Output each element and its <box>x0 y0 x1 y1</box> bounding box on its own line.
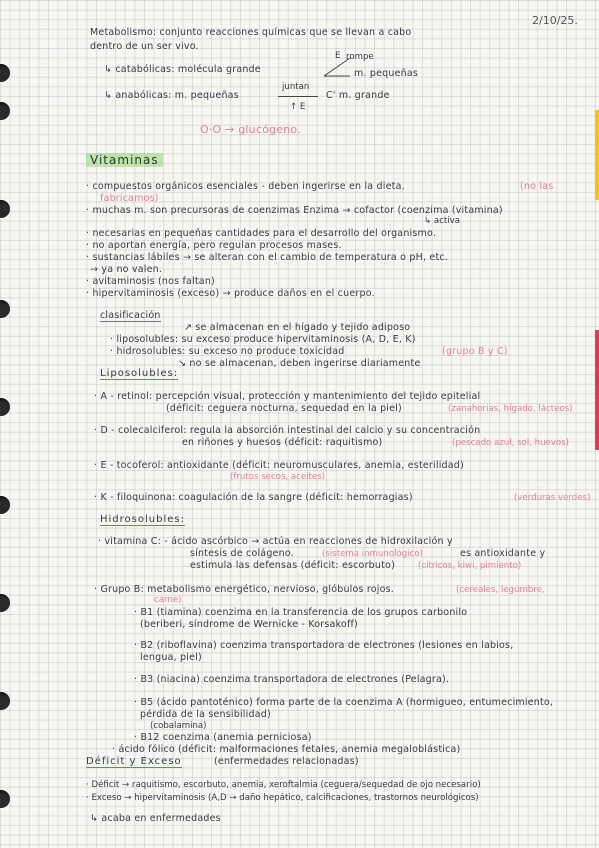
anabolicas-energy: ↑ E <box>290 102 306 112</box>
page-tab-yellow <box>595 110 599 200</box>
deficit-line: · Déficit → raquitismo, escorbuto, anemia, xeroftalmia (ceguera/sequedad de ojo necesario) <box>86 780 481 790</box>
vitamin-c-line1: · vitamina C: - ácido ascórbico → actúa en reacciones de hidroxilación y <box>98 536 453 547</box>
grupo-b-line: · Grupo B: metabolismo energético, nervioso, glóbulos rojos. <box>94 584 395 595</box>
vitamin-c-line2-end: es antioxidante y <box>460 548 546 559</box>
vitamin-c-note: (sistema inmunológico) <box>322 549 423 559</box>
glucogeno-example: O·O → glucógeno. <box>200 123 301 136</box>
anabolicas-label: ↳ anabólicas: m. pequeñas <box>104 90 239 101</box>
vitamin-c-line3: estimula las defensas (déficit: escorbuto) <box>190 560 395 571</box>
catabolicas-arrow-icon <box>322 56 352 78</box>
vitamin-c-sources: (cítricos, kiwi, pimiento) <box>418 561 522 571</box>
section-title-liposolubles: Liposolubles: <box>100 368 179 379</box>
b-vitamin-item: (cobalamina) <box>150 721 207 731</box>
binder-hole <box>0 496 10 514</box>
catabolicas-result: m. pequeñas <box>354 68 419 79</box>
metabolism-def-line1: Metabolismo: conjunto reacciones químicas que se llevan a cabo <box>90 27 412 38</box>
b-vitamin-item: · B12 coenzima (anemia perniciosa) <box>134 732 312 743</box>
liposoluble-item: · K - filoquinona: coagulación de la sangre (déficit: hemorragias) <box>94 492 413 503</box>
deficit-exceso-note: (enfermedades relacionadas) <box>214 756 359 767</box>
binder-hole <box>0 102 10 120</box>
binder-hole <box>0 300 10 318</box>
clasificacion-line: ↗ se almacenan en el hígado y tejido adiposo <box>184 322 411 333</box>
binder-hole <box>0 692 10 710</box>
liposoluble-note: (zanahorias, hígado, lácteos) <box>448 404 573 414</box>
binder-hole <box>0 398 10 416</box>
liposoluble-item: (déficit: ceguera nocturna, sequedad en la piel) <box>166 403 402 414</box>
anabolicas-arrow-icon <box>278 96 318 97</box>
grupo-b-note: carne) <box>154 595 182 605</box>
b-vitamin-item: lengua, piel) <box>140 652 202 663</box>
clasificacion-line: · liposolubles: su exceso produce hipervitaminosis (A, D, E, K) <box>110 334 416 345</box>
vitaminas-bullet: · compuestos orgánicos esenciales - deben ingerirse en la dieta. <box>86 181 405 192</box>
catabolicas-arrow-label: rompe <box>346 52 374 62</box>
exceso-line: · Exceso → hipervitaminosis (A,D → daño hepático, calcificaciones, trastornos neurológicos) <box>86 793 479 803</box>
binder-hole <box>0 790 10 808</box>
vitaminas-bullet: · avitaminosis (nos faltan) <box>86 276 215 287</box>
page-tab-red <box>595 330 599 450</box>
vitaminas-bullet: · necesarias en pequeñas cantidades para el desarrollo del organismo. <box>86 228 437 239</box>
liposoluble-item: · A - retinol: percepción visual, protección y mantenimiento del tejido epitelial <box>94 391 481 402</box>
vitaminas-bullet: · no aportan energía, pero regulan procesos mases. <box>86 240 342 251</box>
catabolicas-energy: E <box>335 51 341 61</box>
metabolism-def-line2: dentro de un ser vivo. <box>90 41 199 52</box>
binder-holes <box>0 0 20 848</box>
b-vitamin-item: · B1 (tiamina) coenzima en la transferencia de los grupos carbonilo <box>134 607 468 618</box>
vitaminas-bullet: · hipervitaminosis (exceso) → produce daños en el cuerpo. <box>86 288 375 299</box>
liposoluble-item: · E - tocoferol: antioxidante (déficit: neuromusculares, anemia, esterilidad) <box>94 460 464 471</box>
vitaminas-bullet-note: (no las <box>520 181 554 192</box>
liposoluble-note: (pescado azul, sol, huevos) <box>452 438 570 448</box>
liposoluble-note: (verduras verdes) <box>514 493 591 503</box>
note-date: 2/10/25. <box>532 14 578 27</box>
clasificacion-title: clasificación <box>100 310 161 321</box>
liposoluble-note: (frutos secos, aceites) <box>230 472 326 482</box>
anabolicas-result: C' m. grande <box>326 90 390 101</box>
section-title-deficit-exceso: Déficit y Exceso <box>86 756 182 767</box>
final-note: ↳ acaba en enfermedades <box>90 813 221 824</box>
b-vitamin-item: (beriberi, síndrome de Wernicke - Korsakoff) <box>140 619 358 630</box>
binder-hole <box>0 200 10 218</box>
vitamin-c-line2: síntesis de colágeno. <box>190 548 294 559</box>
clasificacion-line: · hidrosolubles: su exceso no produce toxicidad <box>110 346 345 357</box>
grupo-b-note: (cereales, legumbre, <box>456 585 545 595</box>
clasificacion-line: ↘ no se almacenan, deben ingerirse diariamente <box>178 358 421 369</box>
section-title-hidrosolubles: Hidrosolubles: <box>100 514 185 525</box>
b-vitamin-item: · B2 (riboflavina) coenzima transportadora de electrones (lesiones en labios, <box>134 640 514 651</box>
binder-hole <box>0 64 10 82</box>
b-vitamin-item: pérdida de la sensibilidad) <box>140 709 271 720</box>
b-vitamin-item: · B3 (niacina) coenzima transportadora de electrones (Pelagra). <box>134 674 450 685</box>
liposoluble-item: · D - colecalciferol: regula la absorción intestinal del calcio y su concentración <box>94 425 481 436</box>
vitaminas-bullet: · sustancias lábiles → se alteran con el cambio de temperatura o pH, etc. <box>86 252 449 263</box>
binder-hole <box>0 594 10 612</box>
vitaminas-bullet-note: fabricamos) <box>100 193 159 204</box>
b-vitamin-item: · ácido fólico (déficit: malformaciones fetales, anemia megaloblástica) <box>112 744 461 755</box>
vitaminas-bullet: · muchas m. son precursoras de coenzimas Enzima → cofactor (coenzima (vitamina) <box>86 205 503 216</box>
anabolicas-arrow-label: juntan <box>282 82 310 92</box>
liposoluble-item: en riñones y huesos (déficit: raquitismo) <box>182 437 383 448</box>
vitaminas-bullet-note: ↳ activa <box>424 216 461 226</box>
catabolicas-label: ↳ catabólicas: molécula grande <box>104 64 261 75</box>
b-vitamin-item: · B5 (ácido pantoténico) forma parte de la coenzima A (hormigueo, entumecimiento, <box>134 697 554 708</box>
clasificacion-note: (grupo B y C) <box>442 346 508 357</box>
section-title-vitaminas: Vitaminas <box>86 153 163 167</box>
vitaminas-bullet: → ya no valen. <box>90 264 163 275</box>
